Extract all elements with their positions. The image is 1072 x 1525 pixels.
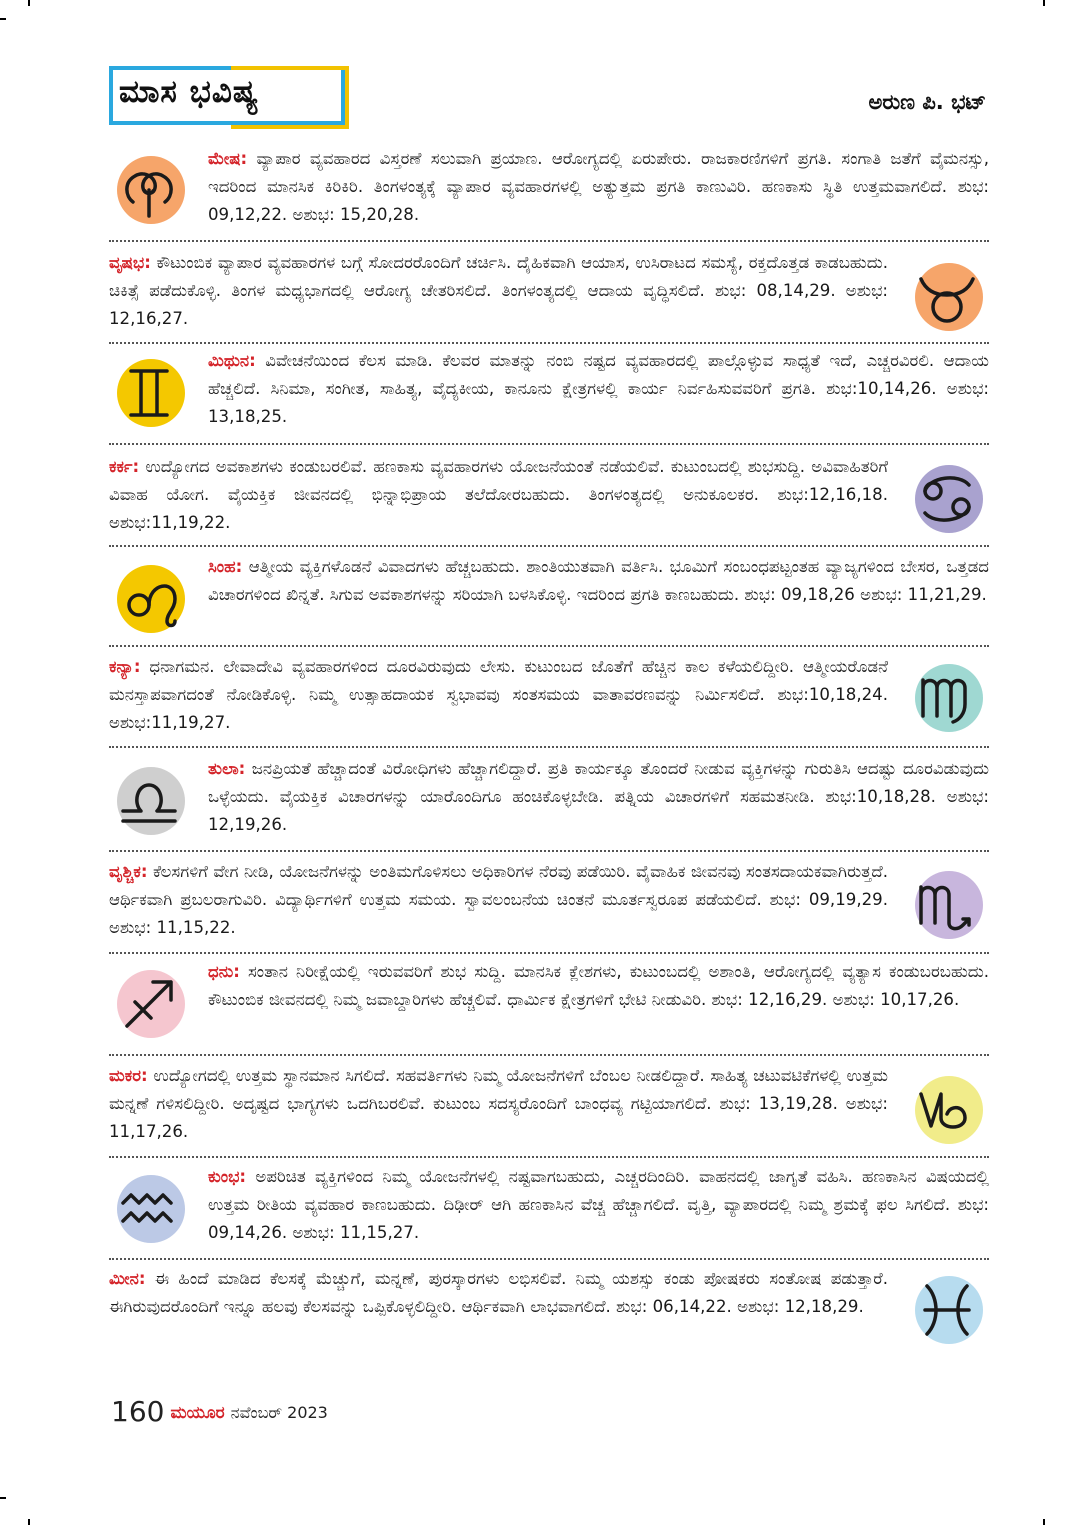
- horoscope-entry: [109, 958, 989, 1054]
- gemini-icon: [109, 353, 189, 433]
- prediction-text: ಧನಾಗಮನ. ಲೇವಾದೇವಿ ವ್ಯವಹಾರಗಳಿಂದ ದೂರವಿರುವುದು ಲೇಸು. ಕುಟುಂಬದ ಜೊತೆಗೆ ಹೆಚ್ಚಿನ ಕಾಲ ಕಳೆಯಲಿದ್ದೀರಿ. ಆತ್ಮೀಯರೊಡನೆ ಮನಸ್ತಾಪವಾಗದಂತೆ ನೋಡಿಕೊಳ್ಳಿ. ನಿಮ್ಮ ಉತ್ಸಾಹದಾಯಕ ಸ್ವಭಾವವು ಸಂತಸಮಯ ವಾತಾವರಣವನ್ನು ನಿರ್ಮಿಸಲಿದೆ. ಶುಭ:10,18,24. ಅಶುಭ:11,19,27.: [109, 657, 888, 732]
- horoscope-entry: [109, 553, 989, 649]
- prediction-text: ಜನಪ್ರಿಯತೆ ಹೆಚ್ಚಾದಂತೆ ವಿರೋಧಿಗಳು ಹೆಚ್ಚಾಗಲಿದ್ದಾರೆ. ಪ್ರತಿ ಕಾರ್ಯಕ್ಕೂ ತೊಂದರೆ ನೀಡುವ ವ್ಯಕ್ತಿಗಳನ್ನು ಗುರುತಿಸಿ ಆದಷ್ಟು ದೂರವಿಡುವುದು ಒಳ್ಳೆಯದು. ವೈಯಕ್ತಿಕ ವಿಚಾರಗಳನ್ನು ಯಾರೊಂದಿಗೂ ಹಂಚಿಕೊಳ್ಳಬೇಡಿ. ಪತ್ನಿಯ ವಿಚಾರಗಳಿಗೆ ಸಹಮತನೀಡಿ. ಶುಭ:10,18,28. ಅಶುಭ: 12,19,26.: [208, 759, 989, 834]
- dotted-divider: [109, 545, 989, 547]
- dotted-divider: [109, 342, 989, 344]
- zodiac-sign-label: ಕರ್ಕ:: [109, 457, 140, 476]
- horoscope-text: [208, 145, 989, 229]
- zodiac-sign-label: ವೃಷಭ:: [109, 253, 151, 272]
- horoscope-text: [208, 1163, 989, 1247]
- horoscope-text: [208, 958, 989, 1014]
- horoscope-text: [109, 1265, 888, 1321]
- prediction-text: ಉದ್ಯೋಗದಲ್ಲಿ ಉತ್ತಮ ಸ್ಥಾನಮಾನ ಸಿಗಲಿದೆ. ಸಹವರ್ತಿಗಳು ನಿಮ್ಮ ಯೋಜನೆಗಳಿಗೆ ಬೆಂಬಲ ನೀಡಲಿದ್ದಾರೆ. ಸಾಹಿತ್ಯ ಚಟುವಟಿಕೆಗಳಲ್ಲಿ ಉತ್ತಮ ಮನ್ನಣೆ ಗಳಿಸಲಿದ್ದೀರಿ. ಅದೃಷ್ಟದ ಭಾಗ್ಯಗಳು ಒದಗಿಬರಲಿವೆ. ಕುಟುಂಬ ಸದಸ್ಯರೊಂದಿಗೆ ಬಾಂಧವ್ಯ ಗಟ್ಟಿಯಾಗಲಿದೆ. ಶುಭ: 13,19,28. ಅಶುಭ: 11,17,26.: [109, 1066, 888, 1141]
- prediction-text: ಸಂತಾನ ನಿರೀಕ್ಷೆಯಲ್ಲಿ ಇರುವವರಿಗೆ ಶುಭ ಸುದ್ದಿ. ಮಾನಸಿಕ ಕ್ಲೇಶಗಳು, ಕುಟುಂಬದಲ್ಲಿ ಅಶಾಂತಿ, ಆರೋಗ್ಯದಲ್ಲಿ ವ್ಯತ್ಯಾಸ ಕಂಡುಬರಬಹುದು. ಕೌಟುಂಬಿಕ ಜೀವನದಲ್ಲಿ ನಿಮ್ಮ ಜವಾಬ್ದಾರಿಗಳು ಹೆಚ್ಚಲಿವೆ. ಧಾರ್ಮಿಕ ಕ್ಷೇತ್ರಗಳಿಗೆ ಭೇಟಿ ನೀಡುವಿರಿ. ಶುಭ: 12,16,29. ಅಶುಭ: 10,17,26.: [208, 962, 989, 1009]
- horoscope-entry: [109, 1265, 989, 1361]
- zodiac-sign-label: ಕನ್ಯಾ:: [109, 657, 141, 676]
- prediction-text: ವ್ಯಾಪಾರ ವ್ಯವಹಾರದ ವಿಸ್ತರಣೆ ಸಲುವಾಗಿ ಪ್ರಯಾಣ. ಆರೋಗ್ಯದಲ್ಲಿ ಏರುಪೇರು. ರಾಜಕಾರಣಿಗಳಿಗೆ ಪ್ರಗತಿ. ಸಂಗಾತಿ ಜತೆಗೆ ವೈಮನಸ್ಸು, ಇದರಿಂದ ಮಾನಸಿಕ ಕಿರಿಕಿರಿ. ತಿಂಗಳಂತ್ಯಕ್ಕೆ ವ್ಯಾಪಾರ ವ್ಯವಹಾರಗಳಲ್ಲಿ ಅತ್ಯುತ್ತಮ ಪ್ರಗತಿ ಕಾಣುವಿರಿ. ಹಣಕಾಸು ಸ್ಥಿತಿ ಉತ್ತಮವಾಗಲಿದೆ. ಶುಭ: 09,12,22. ಅಶುಭ: 15,20,28.: [208, 149, 989, 224]
- issue-date: ನವೆಂಬರ್ 2023: [230, 1403, 328, 1422]
- page-footer: [111, 1395, 328, 1428]
- zodiac-sign-label: ತುಲಾ:: [208, 759, 246, 778]
- zodiac-sign-label: ಮೇಷ:: [208, 149, 248, 168]
- dotted-divider: [109, 240, 989, 242]
- zodiac-sign-label: ಮಿಥುನ:: [208, 351, 256, 370]
- zodiac-sign-label: ಸಿಂಹ:: [208, 557, 243, 576]
- prediction-text: ವಿವೇಚನೆಯಿಂದ ಕೆಲಸ ಮಾಡಿ. ಕೆಲವರ ಮಾತನ್ನು ನಂಬಿ ನಷ್ಟದ ವ್ಯವಹಾರದಲ್ಲಿ ಪಾಲ್ಗೊಳ್ಳುವ ಸಾಧ್ಯತೆ ಇದೆ, ಎಚ್ಚರವಿರಲಿ. ಆದಾಯ ಹೆಚ್ಚಲಿದೆ. ಸಿನಿಮಾ, ಸಂಗೀತ, ಸಾಹಿತ್ಯ, ವೈದ್ಯಕೀಯ, ಕಾನೂನು ಕ್ಷೇತ್ರಗಳಲ್ಲಿ ಕಾರ್ಯ ನಿರ್ವಹಿಸುವವರಿಗೆ ಪ್ರಗತಿ. ಶುಭ:10,14,26. ಅಶುಭ: 13,18,25.: [208, 351, 989, 426]
- prediction-text: ಕೌಟುಂಬಿಕ ವ್ಯಾಪಾರ ವ್ಯವಹಾರಗಳ ಬಗ್ಗೆ ಸೋದರರೊಂದಿಗೆ ಚರ್ಚಿಸಿ. ದೈಹಿಕವಾಗಿ ಆಯಾಸ, ಉಸಿರಾಟದ ಸಮಸ್ಯೆ, ರಕ್ತದೊತ್ತಡ ಕಾಡಬಹುದು. ಚಿಕಿತ್ಸೆ ಪಡೆದುಕೊಳ್ಳಿ. ತಿಂಗಳ ಮಧ್ಯಭಾಗದಲ್ಲಿ ಆರೋಗ್ಯ ಚೇತರಿಸಲಿದೆ. ತಿಂಗಳಂತ್ಯದಲ್ಲಿ ಆದಾಯ ವೃದ್ಧಿಸಲಿದೆ. ಶುಭ: 08,14,29. ಅಶುಭ: 12,16,27.: [109, 253, 888, 328]
- horoscope-text: [109, 858, 888, 942]
- crop-mark: [28, 0, 30, 6]
- capricorn-icon: [907, 1070, 987, 1150]
- horoscope-entry: [109, 1062, 989, 1158]
- prediction-text: ಅಪರಿಚಿತ ವ್ಯಕ್ತಿಗಳಿಂದ ನಿಮ್ಮ ಯೋಜನೆಗಳಲ್ಲಿ ನಷ್ಟವಾಗಬಹುದು, ಎಚ್ಚರದಿಂದಿರಿ. ವಾಹನದಲ್ಲಿ ಜಾಗೃತೆ ವಹಿಸಿ. ಹಣಕಾಸಿನ ವಿಷಯದಲ್ಲಿ ಉತ್ತಮ ರೀತಿಯ ವ್ಯವಹಾರ ಕಾಣಬಹುದು. ದಿಢೀರ್ ಆಗಿ ಹಣಕಾಸಿನ ವೆಚ್ಚ ಹೆಚ್ಚಾಗಲಿದೆ. ವೃತ್ತಿ, ವ್ಯಾಪಾರದಲ್ಲಿ ನಿಮ್ಮ ಶ್ರಮಕ್ಕೆ ಫಲ ಸಿಗಲಿದೆ. ಶುಭ: 09,14,26. ಅಶುಭ: 11,15,27.: [208, 1167, 989, 1242]
- horoscope-entry: [109, 653, 989, 749]
- dotted-divider: [109, 952, 989, 954]
- taurus-icon: [907, 257, 987, 337]
- horoscope-entry: [109, 347, 989, 443]
- horoscope-text: [109, 453, 888, 537]
- horoscope-entry: [109, 453, 989, 549]
- crop-mark: [1043, 0, 1045, 6]
- zodiac-sign-label: ವೃಶ್ಚಿಕ:: [109, 862, 148, 881]
- zodiac-sign-label: ಧನು:: [208, 962, 240, 981]
- zodiac-sign-label: ಮೀನ:: [109, 1269, 146, 1288]
- prediction-text: ಕೆಲಸಗಳಿಗೆ ವೇಗ ನೀಡಿ, ಯೋಜನೆಗಳನ್ನು ಅಂತಿಮಗೊಳಿಸಲು ಅಧಿಕಾರಿಗಳ ನೆರವು ಪಡೆಯಿರಿ. ವೈವಾಹಿಕ ಜೀವನವು ಸಂತಸದಾಯಕವಾಗಿರುತ್ತದೆ. ಆರ್ಥಿಕವಾಗಿ ಪ್ರಬಲರಾಗುವಿರಿ. ವಿದ್ಯಾರ್ಥಿಗಳಿಗೆ ಉತ್ತಮ ಸಮಯ. ಸ್ವಾವಲಂಬನೆಯ ಚಿಂತನೆ ಮೂರ್ತಸ್ವರೂಪ ಪಡೆಯಲಿದೆ. ಶುಭ: 09,19,29. ಅಶುಭ: 11,15,22.: [109, 862, 889, 937]
- crop-mark: [1043, 1519, 1045, 1525]
- horoscope-text: [109, 249, 888, 333]
- dotted-divider: [109, 746, 989, 748]
- dotted-divider: [109, 850, 989, 852]
- dotted-divider: [109, 645, 989, 647]
- author-name: ಅರುಣ ಪಿ. ಭಟ್: [868, 90, 986, 114]
- zodiac-sign-label: ಮಕರ:: [109, 1066, 148, 1085]
- pisces-icon: [907, 1270, 987, 1350]
- aquarius-icon: [109, 1169, 189, 1249]
- prediction-text: ಈ ಹಿಂದೆ ಮಾಡಿದ ಕೆಲಸಕ್ಕೆ ಮೆಚ್ಚುಗೆ, ಮನ್ನಣೆ, ಪುರಸ್ಕಾರಗಳು ಲಭಿಸಲಿವೆ. ನಿಮ್ಮ ಯಶಸ್ಸು ಕಂಡು ಪೋಷಕರು ಸಂತೋಷ ಪಡುತ್ತಾರೆ. ಈಗಿರುವುದರೊಂದಿಗೆ ಇನ್ನೂ ಹಲವು ಕೆಲಸವನ್ನು ಒಪ್ಪಿಕೊಳ್ಳಲಿದ್ದೀರಿ. ಆರ್ಥಿಕವಾಗಿ ಲಾಭವಾಗಲಿದೆ. ಶುಭ: 06,14,22. ಅಶುಭ: 12,18,29.: [109, 1269, 888, 1316]
- libra-icon: [109, 761, 189, 841]
- dotted-divider: [109, 1258, 989, 1260]
- horoscope-text: [109, 1062, 888, 1146]
- horoscope-text: [208, 553, 989, 609]
- dotted-divider: [109, 1156, 989, 1158]
- cancer-icon: [907, 459, 987, 539]
- horoscope-entry: [109, 249, 989, 345]
- sagittarius-icon: [109, 964, 189, 1044]
- page-title: ಮಾಸ ಭವಿಷ್ಯ: [119, 74, 260, 110]
- aries-icon: [109, 150, 189, 230]
- dotted-divider: [109, 1054, 989, 1056]
- horoscope-text: [208, 755, 989, 839]
- prediction-text: ಆತ್ಮೀಯ ವ್ಯಕ್ತಿಗಳೊಡನೆ ವಿವಾದಗಳು ಹೆಚ್ಚಬಹುದು. ಶಾಂತಿಯುತವಾಗಿ ವರ್ತಿಸಿ. ಭೂಮಿಗೆ ಸಂಬಂಧಪಟ್ಟಂತಹ ವ್ಯಾಜ್ಯಗಳಿಂದ ಬೇಸರ, ಒತ್ತಡದ ವಿಚಾರಗಳಿಂದ ಖಿನ್ನತೆ. ಸಿಗುವ ಅವಕಾಶಗಳನ್ನು ಸರಿಯಾಗಿ ಬಳಸಿಕೊಳ್ಳಿ. ಇದರಿಂದ ಪ್ರಗತಿ ಕಾಣಬಹುದು. ಶುಭ: 09,18,26 ಅಶುಭ: 11,21,29.: [208, 557, 989, 604]
- horoscope-text: [109, 653, 888, 737]
- horoscope-entry: [109, 858, 989, 954]
- crop-mark: [0, 1497, 6, 1499]
- virgo-icon: [907, 658, 987, 738]
- horoscope-entry: [109, 755, 989, 851]
- magazine-name: ಮಯೂರ: [170, 1403, 225, 1423]
- scorpio-icon: [907, 865, 987, 945]
- section-title-box: [109, 66, 349, 129]
- prediction-text: ಉದ್ಯೋಗದ ಅವಕಾಶಗಳು ಕಂಡುಬರಲಿವೆ. ಹಣಕಾಸು ವ್ಯವಹಾರಗಳು ಯೋಜನೆಯಂತೆ ನಡೆಯಲಿವೆ. ಕುಟುಂಬದಲ್ಲಿ ಶುಭಸುದ್ದಿ. ಅವಿವಾಹಿತರಿಗೆ ವಿವಾಹ ಯೋಗ. ವೈಯಕ್ತಿಕ ಜೀವನದಲ್ಲಿ ಭಿನ್ನಾಭಿಪ್ರಾಯ ತಲೆದೋರಬಹುದು. ತಿಂಗಳಂತ್ಯದಲ್ಲಿ ಅನುಕೂಲಕರ. ಶುಭ:12,16,18. ಅಶುಭ:11,19,22.: [109, 457, 889, 532]
- zodiac-sign-label: ಕುಂಭ:: [208, 1167, 247, 1186]
- dotted-divider: [109, 443, 989, 445]
- horoscope-entry: [109, 145, 989, 241]
- horoscope-entry: [109, 1163, 989, 1259]
- page-number: 160: [111, 1395, 165, 1428]
- crop-mark: [0, 18, 6, 20]
- crop-mark: [28, 1519, 30, 1525]
- horoscope-text: [208, 347, 989, 431]
- leo-icon: [109, 559, 189, 639]
